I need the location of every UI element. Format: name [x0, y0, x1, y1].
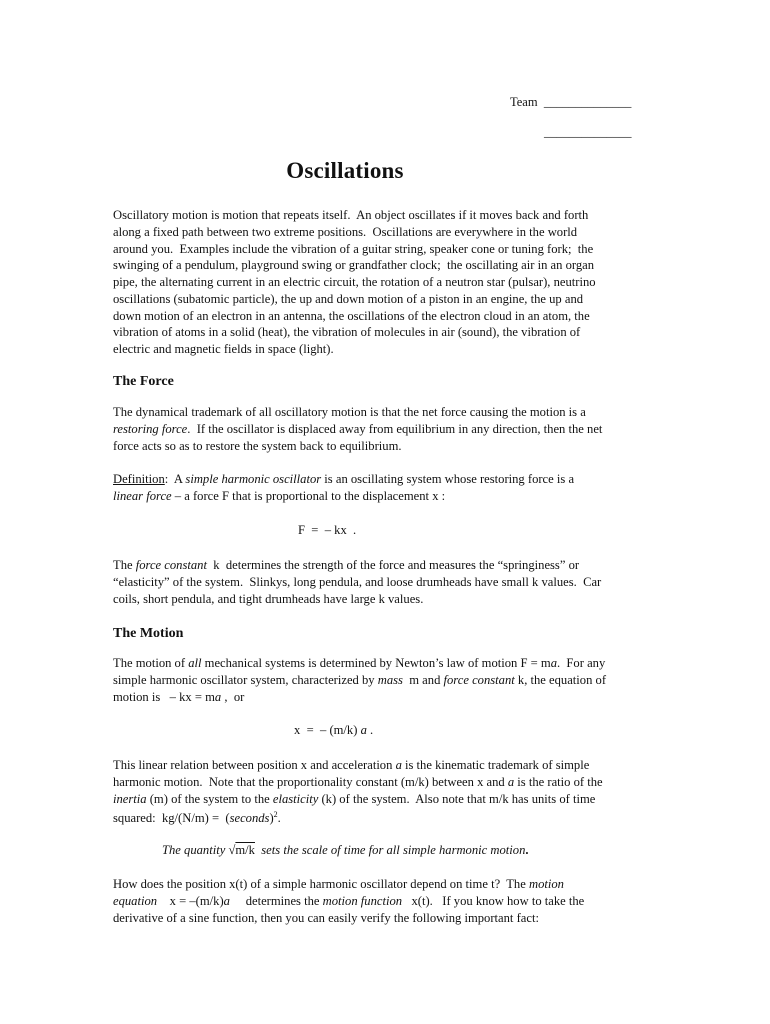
motion-heading: The Motion	[113, 626, 184, 641]
fc-text-b: k determines the strength of the force and measures the “springiness” or	[206, 558, 580, 572]
team-blank-2: ______________	[544, 125, 632, 139]
kinematic-line-4-c: .	[277, 811, 281, 826]
motion-text-c: . For any	[556, 656, 606, 670]
sho-term: simple harmonic oscillator	[185, 472, 322, 486]
force-constant-line-1	[113, 557, 641, 574]
motion-equation-b: .	[366, 723, 374, 737]
acceleration-var: a	[214, 689, 222, 704]
team-line-1	[510, 95, 631, 110]
mass-term: mass	[377, 672, 403, 687]
force-heading: The Force	[113, 374, 174, 389]
force-line-3: force acts so as to restore the system back to equilibrium.	[113, 438, 402, 453]
acceleration-var: a	[360, 723, 367, 737]
force-line-2	[113, 421, 641, 438]
motion-function-line-2-c: x(t). If you know how to take the	[402, 893, 585, 908]
kinematic-line-1-a: This linear relation between position x and acceleration	[113, 758, 396, 772]
motion-line-3-a: motion is – kx = m	[113, 689, 215, 704]
key-text-b: sets the scale of time for all simple harmonic motion	[254, 843, 526, 857]
intro-line: swinging of a pendulum, playground swing or grandfather clock; the oscillating air in an organ	[113, 258, 595, 273]
acceleration-var: a	[395, 758, 402, 772]
motion-function-line-1	[113, 876, 641, 893]
page-title: Oscillations	[286, 158, 404, 183]
definition-label: Definition	[113, 472, 165, 486]
motion-function-line-1-a: How does the position x(t) of a simple harmonic oscillator depend on time t? The	[113, 877, 529, 891]
motion-function-term: motion function	[322, 893, 403, 908]
motion-line-2	[113, 672, 641, 689]
intro-line: down motion of an electron in an antenna, the oscillations of the electron cloud in an atom, the	[113, 308, 590, 323]
squared-exponent: 2	[273, 810, 278, 820]
motion-line-2-b: m and	[402, 672, 444, 687]
equation-term: equation	[113, 893, 158, 908]
kinematic-line-2	[113, 774, 641, 791]
force-equation: F = – kx .	[298, 523, 357, 537]
motion-paragraph	[113, 655, 641, 705]
team-label: Team	[510, 95, 538, 109]
kinematic-line-3	[113, 791, 641, 808]
motion-text-a: The motion of	[113, 656, 189, 670]
force-line-2-text: . If the oscillator is displaced away from equilibrium in any direction, then the net	[187, 421, 603, 436]
motion-line-1	[113, 655, 641, 672]
force-constant-line-2: “elasticity” of the system. Slinkys, long pendula, and loose drumheads have small k values. Car	[113, 574, 602, 589]
team-line-2	[544, 125, 632, 140]
intro-line: Oscillatory motion is motion that repeats itself. An object oscillates if it moves back and forth	[113, 208, 589, 222]
motion-line-2-c: k, the equation of	[514, 672, 607, 687]
motion-text-b: mechanical systems is determined by Newton’s law of motion F = m	[201, 656, 551, 670]
motion-function-line-2-b: determines the	[229, 893, 323, 908]
force-paragraph	[113, 404, 641, 454]
m-over-k: m/k	[235, 843, 255, 857]
definition-text-c: – a force F that is proportional to the displacement x :	[171, 488, 446, 503]
intro-paragraph	[113, 207, 641, 358]
definition-line-2	[113, 488, 641, 505]
intro-line: electric and magnetic fields in space (light).	[113, 342, 334, 356]
motion-function-line-2	[113, 893, 641, 910]
restoring-force-term: restoring force	[113, 421, 188, 436]
intro-line: around you. Examples include the vibration of a guitar string, speaker cone or tuning fork; the	[113, 241, 594, 256]
fc-text-a: The	[113, 558, 136, 572]
kinematic-paragraph	[113, 757, 641, 827]
definition-line-1	[113, 471, 641, 488]
force-constant-paragraph	[113, 557, 641, 607]
acceleration-var: a	[223, 893, 230, 908]
sqrt-symbol: √	[228, 843, 236, 857]
intro-line: oscillations (subatomic particle), the up and down motion of a piston in an engine, the up and	[113, 291, 584, 306]
seconds-term: seconds	[229, 811, 270, 826]
linear-force-term: linear force	[113, 488, 172, 503]
definition-paragraph	[113, 471, 641, 505]
motion-equation	[294, 723, 373, 738]
definition-text-b: is an oscillating system whose restoring force is a	[321, 472, 575, 486]
motion-line-2-a: simple harmonic oscillator system, characterized by	[113, 672, 378, 687]
key-period: .	[525, 843, 529, 857]
intro-line: along a fixed path between two extreme positions. Oscillations are everywhere in the world	[113, 224, 578, 239]
force-constant-line-3: coils, short pendula, and tight drumheads have large k values.	[113, 591, 424, 606]
key-statement	[162, 843, 529, 858]
force-line-1: The dynamical trademark of all oscillatory motion is that the net force causing the motion is a	[113, 405, 586, 419]
kinematic-line-4-b: )	[269, 811, 274, 826]
kinematic-line-2-a: harmonic motion. Note that the proportionality constant (m/k) between x and	[113, 774, 508, 789]
motion-line-3	[113, 689, 641, 706]
kinematic-line-1	[113, 757, 641, 774]
motion-line-3-b: , or	[221, 689, 245, 704]
kinematic-line-3-a: (m) of the system to the	[146, 791, 273, 806]
team-blank-1: ______________	[543, 95, 632, 109]
key-text-a: The quantity	[162, 843, 229, 857]
kinematic-line-4-a: squared: kg/(N/m) = (	[113, 811, 230, 826]
kinematic-line-4	[113, 807, 641, 827]
motion-equation-a: x = – (m/k)	[294, 723, 361, 737]
kinematic-line-1-b: is the kinematic trademark of simple	[401, 758, 590, 772]
intro-line: vibration of atoms in a solid (heat), the vibration of molecules in air (sound), the vibration of	[113, 325, 581, 340]
acceleration-var: a	[507, 774, 515, 789]
kinematic-line-2-b: is the ratio of the	[514, 774, 603, 789]
motion-function-line-2-a: x = –(m/k)	[157, 893, 224, 908]
motion-function-paragraph	[113, 876, 641, 926]
intro-line: pipe, the alternating current in an electric circuit, the rotation of a neutron star (pulsar), neutrino	[113, 275, 596, 289]
all-term: all	[188, 656, 202, 670]
motion-term: motion	[528, 877, 564, 891]
kinematic-line-3-b: (k) of the system. Also note that m/k has units of time	[318, 791, 596, 806]
motion-function-line-3: derivative of a sine function, then you can easily verify the following important fact:	[113, 910, 539, 925]
inertia-term: inertia	[113, 791, 147, 806]
force-constant-term: force constant	[135, 558, 207, 572]
elasticity-term: elasticity	[272, 791, 319, 806]
acceleration-var: a	[550, 656, 557, 670]
force-constant-term-2: force constant	[443, 672, 515, 687]
definition-text-a: : A	[164, 472, 186, 486]
